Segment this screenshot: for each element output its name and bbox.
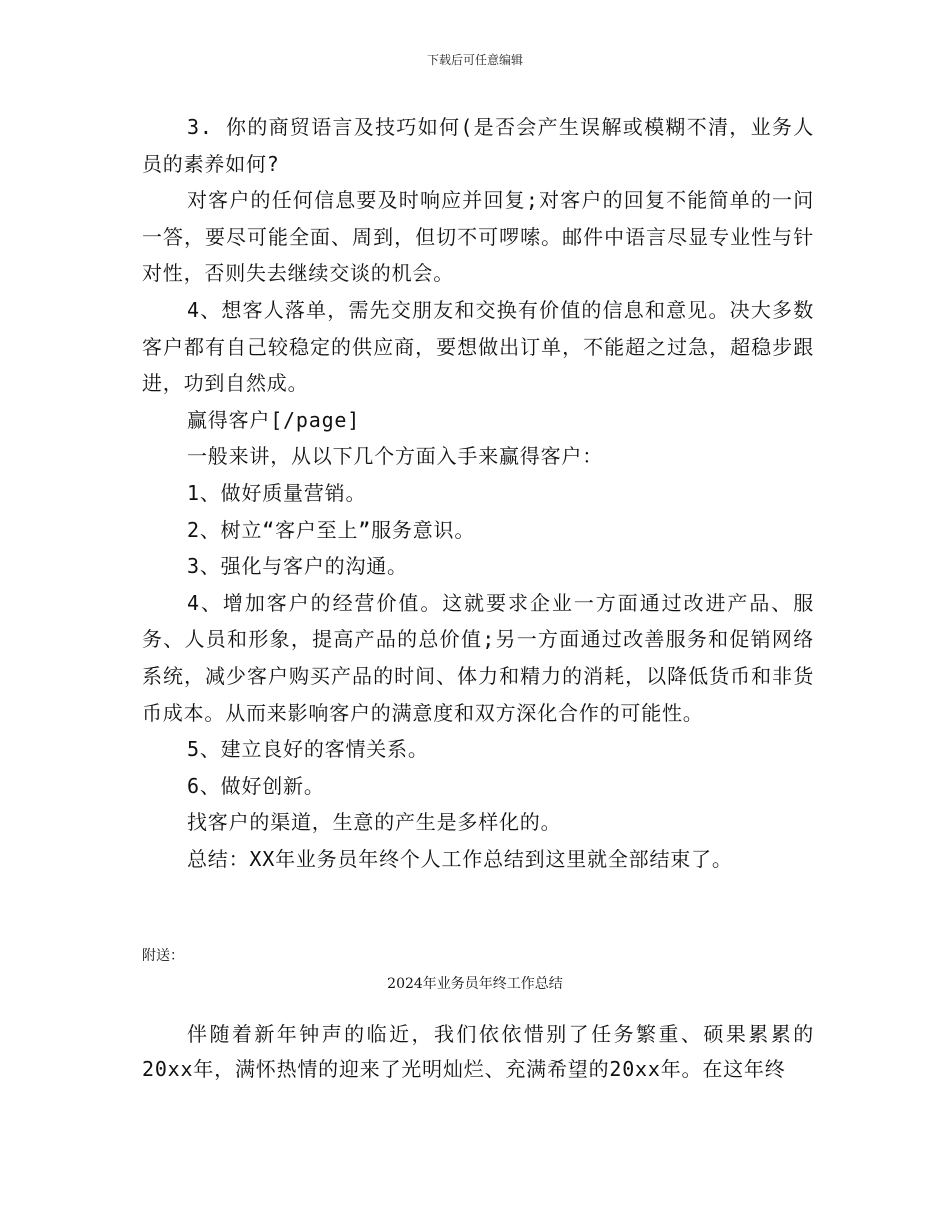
appendix-title: 2024年业务员年终工作总结 [387, 976, 563, 992]
page-header: 下载后可任意编辑 [426, 53, 523, 67]
paragraph: 伴随着新年钟声的临近，我们依依惜别了任务繁重、硕果累累的20xx年，满怀热情的迎来了光明灿烂、充满希望的20xx年。在这年终 [142, 1022, 814, 1081]
list-item: 4、增加客户的经营价值。这就要求企业一方面通过改进产品、服务、人员和形象，提高产品的总价值;另一方面通过改善服务和促销网络系统，减少客户购买产品的时间、体力和精力的消耗，以降低货币和非货币成本。从而来影响客户的满意度和双方深化合作的可能性。 [142, 590, 814, 725]
paragraph: 找客户的渠道，生意的产生是多样化的。 [187, 810, 562, 835]
document-body [142, 109, 814, 877]
appendix-body [142, 1017, 814, 1087]
paragraph: 一般来讲，从以下几个方面入手来赢得客户： [187, 444, 603, 469]
list-item: 1、做好质量营销。 [187, 480, 367, 505]
appendix-label: 附送： [142, 948, 184, 964]
list-item: 6、做好创新。 [187, 773, 325, 798]
paragraph: 4、想客人落单，需先交朋友和交换有价值的信息和意见。决大多数客户都有自己较稳定的供应商，要想做出订单，不能超之过急，超稳步跟进，功到自然成。 [142, 297, 814, 396]
paragraph: 3. 你的商贸语言及技巧如何(是否会产生误解或模糊不清，业务人员的素养如何? [142, 115, 814, 176]
section-heading: 赢得客户[/page] [187, 407, 361, 432]
summary-paragraph: 总结：XX年业务员年终个人工作总结到这里就全部结束了。 [187, 846, 733, 871]
list-item: 5、建立良好的客情关系。 [187, 737, 429, 762]
list-item: 2、树立“客户至上”服务意识。 [187, 517, 476, 542]
paragraph: 对客户的任何信息要及时响应并回复;对客户的回复不能简单的一问一答，要尽可能全面、周到，但切不可啰嗦。邮件中语言尽显专业性与针对性，否则失去继续交谈的机会。 [142, 188, 814, 286]
list-item: 3、强化与客户的沟通。 [187, 554, 408, 579]
